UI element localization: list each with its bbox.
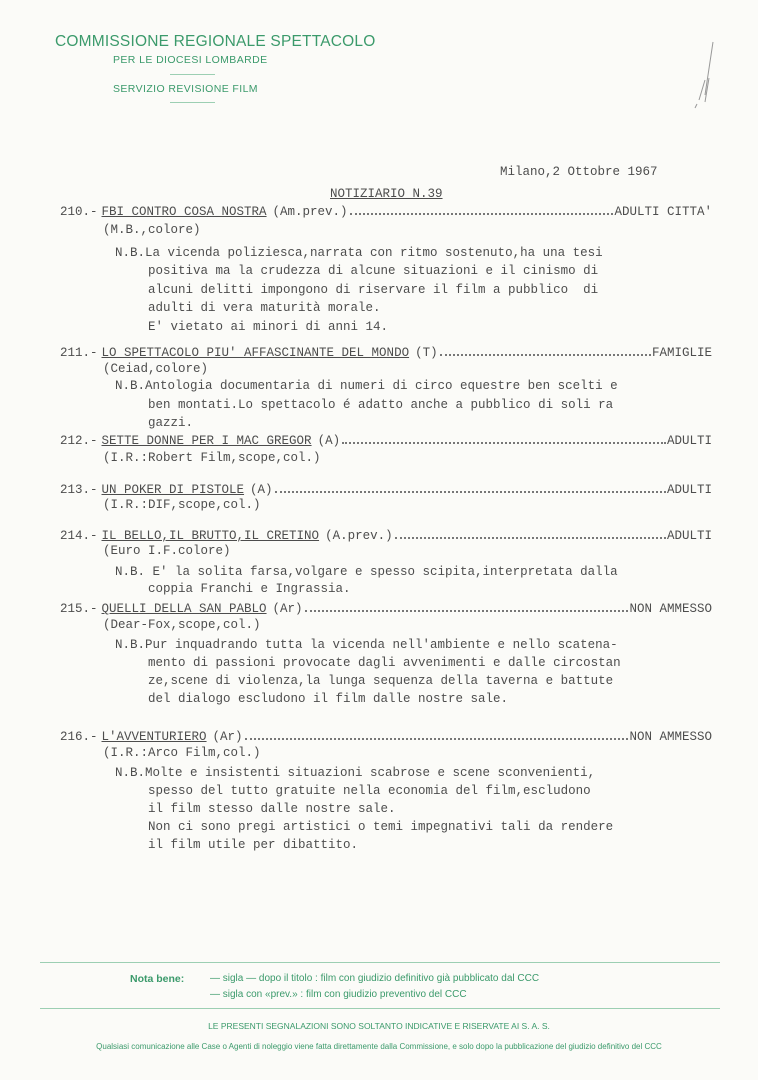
rating-code: (T) xyxy=(415,346,438,360)
verdict: NON AMMESSO xyxy=(629,730,712,744)
entry-number: 212.- xyxy=(60,434,98,448)
nota-line-1: — sigla — dopo il titolo : film con giudizio definitivo già pubblicato dal CCC xyxy=(210,973,540,984)
note-line: N.B.Pur inquadrando tutta la vicenda nell'ambiente e nello scatena- xyxy=(115,638,618,652)
entry-header xyxy=(60,730,712,744)
verdict: ADULTI CITTA' xyxy=(614,205,712,219)
letterhead-service: SERVIZIO REVISIONE FILM xyxy=(113,83,258,95)
note-line: positiva ma la crudezza di alcune situazioni e il cinismo di xyxy=(148,264,599,278)
distributor: (Ceiad,colore) xyxy=(103,362,209,376)
note-line: N.B. E' la solita farsa,volgare e spesso scipita,interpretata dalla xyxy=(115,565,618,579)
nota-line-2: — sigla con «prev.» : film con giudizio preventivo del CCC xyxy=(210,989,467,1000)
film-title: IL BELLO,IL BRUTTO,IL CRETINO xyxy=(101,529,320,543)
entry-header xyxy=(60,529,712,543)
distributor: (I.R.:DIF,scope,col.) xyxy=(103,498,261,512)
verdict: ADULTI xyxy=(666,529,712,543)
dot-leader xyxy=(440,354,651,356)
handwritten-mark xyxy=(675,40,725,110)
letterhead-title: COMMISSIONE REGIONALE SPETTACOLO xyxy=(55,33,376,50)
note-line: il film stesso dalle nostre sale. xyxy=(148,802,396,816)
note-line: coppia Franchi e Ingrassia. xyxy=(148,582,351,596)
note-line: ze,scene di violenza,la lunga sequenza della taverna e battute xyxy=(148,674,614,688)
verdict: ADULTI xyxy=(666,483,712,497)
document-date: Milano,2 Ottobre 1967 xyxy=(500,165,658,179)
dot-leader xyxy=(245,738,629,740)
dot-leader xyxy=(395,537,666,539)
rating-code: (Ar) xyxy=(272,602,303,616)
distributor: (I.R.:Robert Film,scope,col.) xyxy=(103,451,321,465)
distributor: (Euro I.F.colore) xyxy=(103,544,231,558)
film-title: L'AVVENTURIERO xyxy=(101,730,207,744)
note-line: spesso del tutto gratuite nella economia del film,escludono xyxy=(148,784,591,798)
entry-header xyxy=(60,205,712,219)
rating-code: (Am.prev.) xyxy=(272,205,348,219)
note-line: adulti di vera maturità morale. xyxy=(148,301,381,315)
note-line: mento di passioni provocate dagli avvenimenti e dalle circostan xyxy=(148,656,621,670)
note-line: ben montati.Lo spettacolo é adatto anche a pubblico di soli ra xyxy=(148,398,614,412)
bulletin-title: NOTIZIARIO N.39 xyxy=(330,187,443,201)
film-title: QUELLI DELLA SAN PABLO xyxy=(101,602,267,616)
distributor: (M.B.,colore) xyxy=(103,223,201,237)
note-line: N.B.La vicenda poliziesca,narrata con ritmo sostenuto,ha una tesi xyxy=(115,246,603,260)
note-line: alcuni delitti impongono di riservare il film a pubblico di xyxy=(148,283,599,297)
rating-code: (A) xyxy=(250,483,273,497)
note-line: Non ci sono pregi artistici o temi impegnativi tali da rendere xyxy=(148,820,614,834)
rating-code: (A.prev.) xyxy=(325,529,393,543)
film-title: SETTE DONNE PER I MAC GREGOR xyxy=(101,434,312,448)
verdict: NON AMMESSO xyxy=(629,602,712,616)
entry-number: 210.- xyxy=(60,205,98,219)
rating-code: (A) xyxy=(317,434,341,448)
rating-code: (Ar) xyxy=(212,730,243,744)
note-line: N.B.Antologia documentaria di numeri di circo equestre ben scelti e xyxy=(115,379,618,393)
entry-number: 211.- xyxy=(60,346,98,360)
dot-leader xyxy=(342,442,666,444)
entry-header xyxy=(60,602,712,616)
nota-label: Nota bene: xyxy=(130,973,185,985)
entry-header xyxy=(60,434,712,448)
verdict: FAMIGLIE xyxy=(651,346,712,360)
dot-leader xyxy=(275,491,666,493)
distributor: (I.R.:Arco Film,col.) xyxy=(103,746,261,760)
divider xyxy=(170,102,215,103)
dot-leader xyxy=(305,610,629,612)
entry-number: 214.- xyxy=(60,529,98,543)
note-line: gazzi. xyxy=(148,416,194,430)
note-line: E' vietato ai minori di anni 14. xyxy=(148,320,389,334)
distributor: (Dear-Fox,scope,col.) xyxy=(103,618,261,632)
divider xyxy=(170,74,215,75)
footer-disclaimer: Qualsiasi comunicazione alle Case o Agenti di noleggio viene fatta direttamente dalla Commissione, e solo dopo la pubblicazione del giudizio definitivo del CCC xyxy=(96,1042,662,1051)
note-line: il film utile per dibattito. xyxy=(148,838,359,852)
film-title: UN POKER DI PISTOLE xyxy=(101,483,245,497)
verdict: ADULTI xyxy=(666,434,712,448)
film-title: LO SPETTACOLO PIU' AFFASCINANTE DEL MONDO xyxy=(101,346,410,360)
entry-header xyxy=(60,346,712,360)
entry-number: 216.- xyxy=(60,730,98,744)
divider xyxy=(40,962,720,963)
dot-leader xyxy=(350,213,614,215)
film-title: FBI CONTRO COSA NOSTRA xyxy=(101,205,267,219)
note-line: del dialogo escludono il film dalle nostre sale. xyxy=(148,692,509,706)
entry-header xyxy=(60,483,712,497)
letterhead-subtitle: PER LE DIOCESI LOMBARDE xyxy=(113,54,268,66)
entry-number: 213.- xyxy=(60,483,98,497)
divider xyxy=(40,1008,720,1009)
note-line: N.B.Molte e insistenti situazioni scabrose e scene sconvenienti, xyxy=(115,766,596,780)
entry-number: 215.- xyxy=(60,602,98,616)
footer-notice: LE PRESENTI SEGNALAZIONI SONO SOLTANTO INDICATIVE E RISERVATE AI S. A. S. xyxy=(208,1021,550,1031)
